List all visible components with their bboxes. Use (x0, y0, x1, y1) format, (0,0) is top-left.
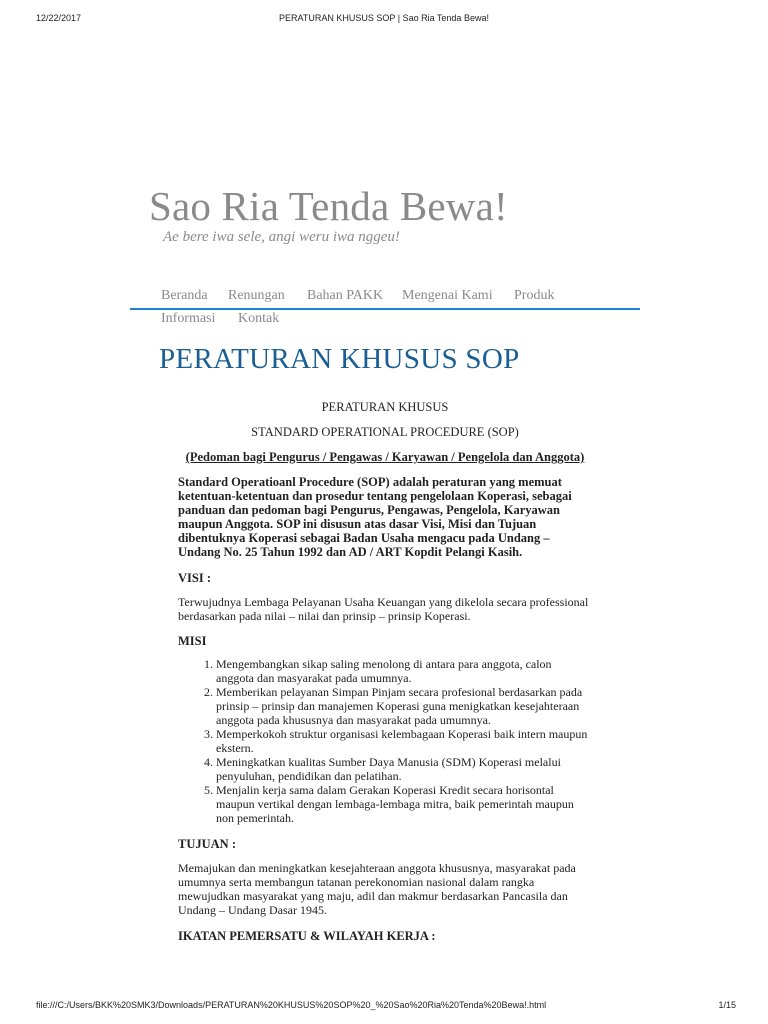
print-page-title: PERATURAN KHUSUS SOP | Sao Ria Tenda Bewa! (279, 13, 489, 23)
visi-text: Terwujudnya Lembaga Pelayanan Usaha Keuangan yang dikelola secara professional berdasarkan pada nilai – nilai dan prinsip – prinsip Koperasi. (178, 595, 589, 623)
main-nav (130, 285, 640, 333)
post-title: PERATURAN KHUSUS SOP (159, 343, 520, 375)
ikatan-heading: IKATAN PEMERSATU & WILAYAH KERJA : (178, 929, 436, 943)
content-heading-peraturan: PERATURAN KHUSUS (321, 400, 449, 414)
list-item: 2. Memberikan pelayanan Simpan Pinjam secara profesional berdasarkan pada prinsip – prinsip dan manajemen Koperasi guna menigkatkan kesejahteraan anggota pada khususnya dan masyarakat pada umumnya. (216, 685, 592, 727)
post-content (178, 400, 592, 943)
list-item: 5. Menjalin kerja sama dalam Gerakan Koperasi Kredit secara horisontal maupun vertikal dengan lembaga-lembaga mitra, baik pemerintah maupun non pemerintah. (216, 783, 592, 825)
print-url: file:///C:/Users/BKK%20SMK3/Downloads/PERATURAN%20KHUSUS%20SOP%20_%20Sao%20Ria%20Tenda%20Bewa!.html (36, 1000, 547, 1010)
content-heading-sop: STANDARD OPERATIONAL PROCEDURE (SOP) (251, 425, 519, 439)
misi-heading: MISI (178, 634, 207, 648)
content-subtitle: (Pedoman bagi Pengurus / Pengawas / Karyawan / Pengelola dan Anggota) (185, 450, 585, 464)
tujuan-text: Memajukan dan meningkatkan kesejahteraan anggota khususnya, masyarakat pada umumnya serta membangun tatanan perekonomian nasional dalam rangka mewujudkan masyarakat yang maju, adil dan makmur berdasarkan Pancasila dan Undang – Undang Dasar 1945. (178, 861, 576, 917)
nav-divider (130, 308, 640, 310)
list-item: 3. Memperkokoh struktur organisasi kelembagaan Koperasi baik intern maupun ekstern. (216, 727, 592, 755)
print-footer (0, 1000, 768, 1018)
print-header (0, 6, 768, 24)
list-item: 1. Mengembangkan sikap saling menolong di antara para anggota, calon anggota dan masyarakat pada umumnya. (216, 657, 592, 685)
visi-heading: VISI : (178, 571, 211, 585)
print-date: 12/22/2017 (36, 13, 82, 23)
nav-item-kontak[interactable]: Kontak (238, 311, 280, 326)
nav-item-renungan[interactable]: Renungan (228, 288, 285, 303)
site-title[interactable]: Sao Ria Tenda Bewa! (149, 183, 508, 229)
site-tagline: Ae bere iwa sele, angi weru iwa nggeu! (163, 229, 400, 245)
nav-item-mengenai-kami[interactable]: Mengenai Kami (402, 288, 493, 303)
nav-item-produk[interactable]: Produk (514, 288, 555, 303)
list-item: 4. Meningkatkan kualitas Sumber Daya Manusia (SDM) Koperasi melalui penyuluhan, pendidikan dan pelatihan. (216, 755, 592, 783)
nav-item-beranda[interactable]: Beranda (161, 288, 208, 303)
nav-item-informasi[interactable]: Informasi (161, 311, 216, 326)
misi-list (178, 657, 592, 825)
tujuan-heading: TUJUAN : (178, 837, 236, 851)
intro-paragraph: Standard Operatioanl Procedure (SOP) adalah peraturan yang memuat ketentuan-ketentuan dan prosedur tentang pengelolaan Koperasi, sebagai panduan dan pedoman bagi Pengurus, Pengawas, Pengelola, Karyawan maupun Anggota. SOP ini disusun atas dasar Visi, Misi dan Tujuan dibentuknya Koperasi sebagai Badan Usaha mengacu pada Undang – Undang No. 25 Tahun 1992 dan AD / ART Kopdit Pelangi Kasih. (178, 475, 572, 559)
nav-item-bahan-pakk[interactable]: Bahan PAKK (307, 288, 384, 303)
print-page-number: 1/15 (718, 1000, 736, 1010)
